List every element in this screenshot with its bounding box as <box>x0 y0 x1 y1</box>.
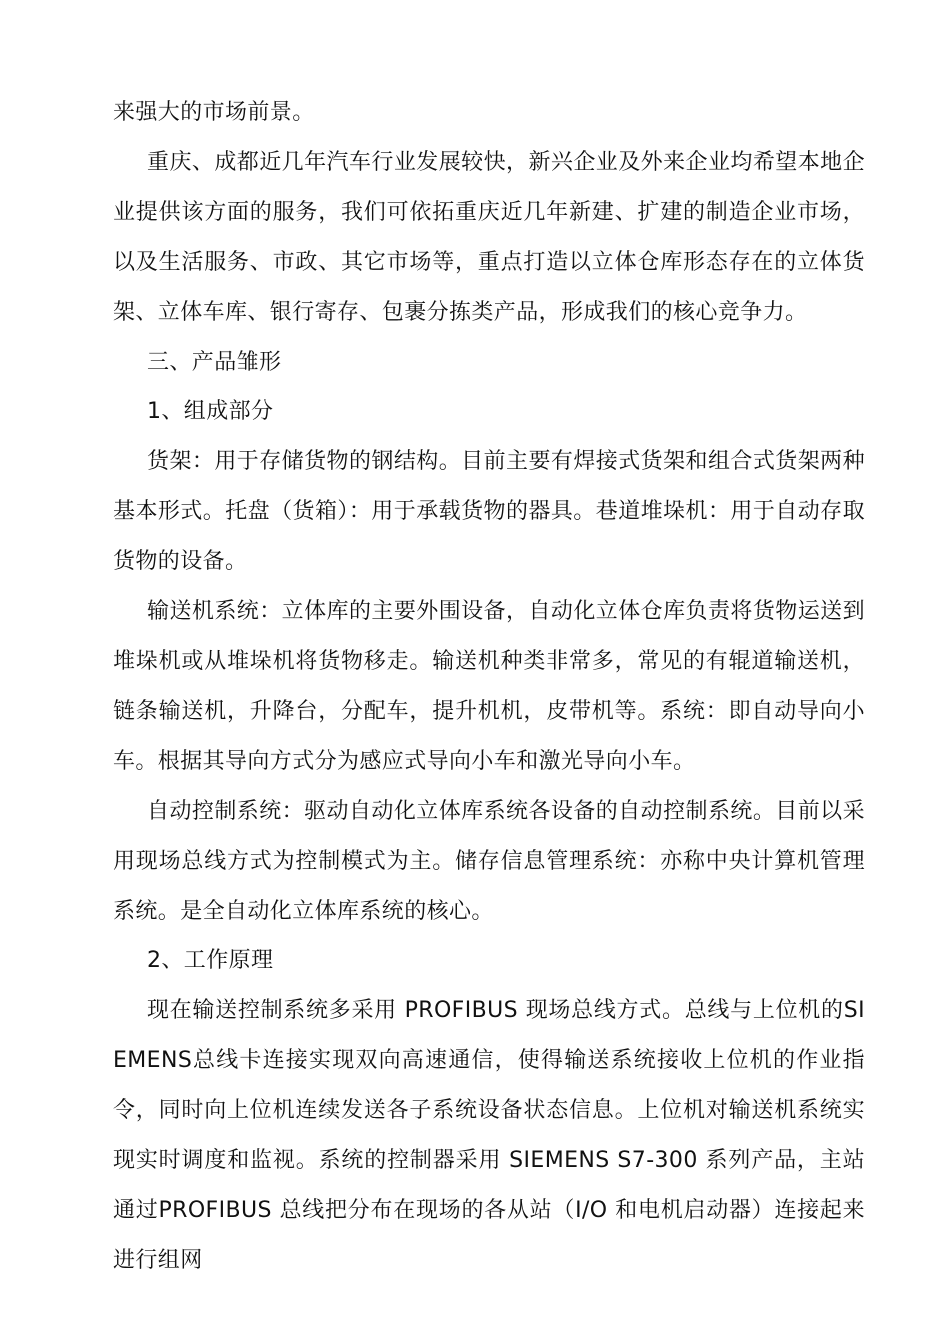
subheading-components: 1、组成部分 <box>147 399 274 425</box>
subheading-working-principle: 2、工作原理 <box>147 948 274 974</box>
paragraph-control-system: 自动控制系统：驱动自动化立体库系统各设备的自动控制系统。目前以采用现场总线方式为控制模式为主。储存信息管理系统：亦称中央计算机管理系统。是全自动化立体库系统的核心。 <box>113 798 865 924</box>
paragraph-shelves-pallets-stacker: 货架：用于存储货物的钢结构。目前主要有焊接式货架和组合式货架两种基本形式。托盘（货箱）：用于承载货物的器具。巷道堆垛机：用于自动存取货物的设备。 <box>113 449 865 575</box>
paragraph-profibus: 现在输送控制系统多采用 PROFIBUS 现场总线方式。总线与上位机的SIEMENS总线卡连接实现双向高速通信，使得输送系统接收上位机的作业指令，同时向上位机连续发送各子系统设备状态信息。上位机对输送机系统实现实时调度和监视。系统的控制器采用 SIEMENS S7-300 系列产品，主站通过PROFIBUS 总线把分布在现场的各从站（I/O 和电机启动器）连接起来进行组网 <box>113 998 865 1273</box>
paragraph-conveyor-system: 输送机系统：立体库的主要外围设备，自动化立体仓库负责将货物运送到堆垛机或从堆垛机将货物移走。输送机种类非常多，常见的有辊道输送机，链条输送机，升降台，分配车，提升机机，皮带机等。系统：即自动导向小车。根据其导向方式分为感应式导向小车和激光导向小车。 <box>113 599 865 774</box>
section-heading-product-prototype: 三、产品雏形 <box>147 349 282 375</box>
paragraph-regional-market: 重庆、成都近几年汽车行业发展较快，新兴企业及外来企业均希望本地企业提供该方面的服务，我们可依拓重庆近几年新建、扩建的制造企业市场，以及生活服务、市政、其它市场等，重点打造以立体仓库形态存在的立体货架、立体车库、银行寄存、包裹分拣类产品，形成我们的核心竞争力。 <box>113 149 865 325</box>
document-body <box>113 88 865 1286</box>
paragraph-market-outlook: 来强大的市场前景。 <box>113 100 315 125</box>
